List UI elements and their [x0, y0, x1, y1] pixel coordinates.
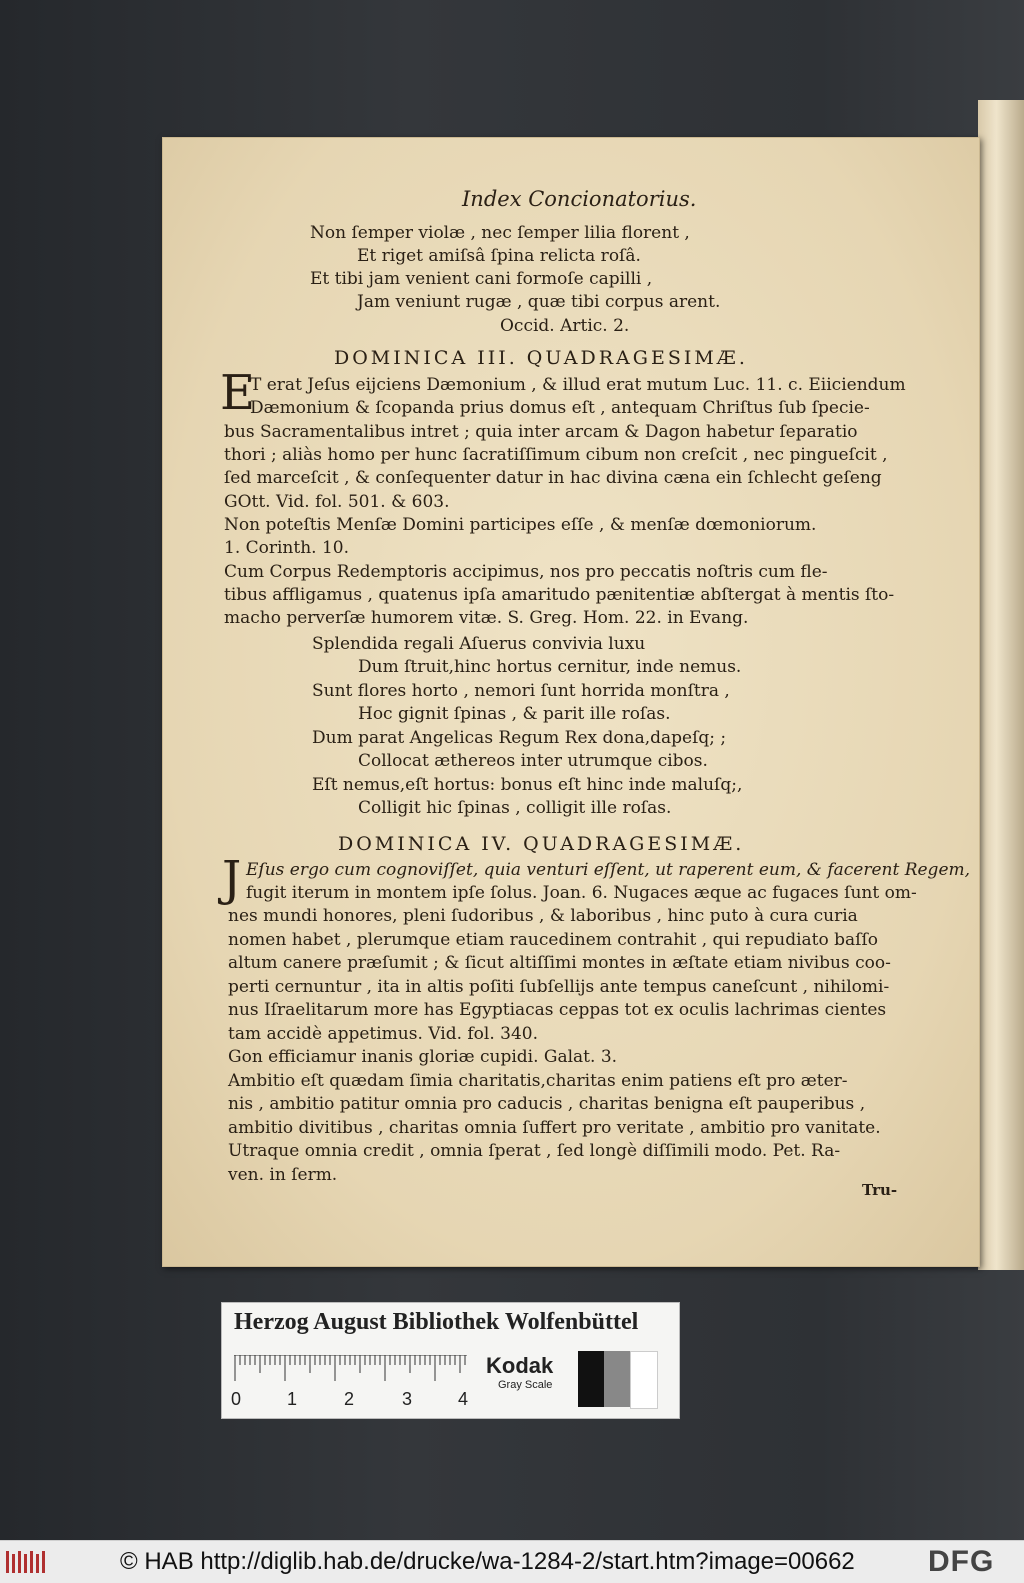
text-line: Ambitio eſt quædam ſimia charitatis,charitas enim patiens eſt pro æter-	[228, 1071, 848, 1091]
text-line: Gon efficiamur inanis gloriæ cupidi. Galat. 3.	[228, 1047, 618, 1067]
poem-line: Jam veniunt rugæ , quæ tibi corpus arent.	[357, 292, 721, 312]
poem-line: Eſt nemus,eſt hortus: bonus eſt hinc inde maluſq;,	[312, 775, 743, 795]
poem-line: Colligit hic ſpinas , colligit ille roſas.	[358, 798, 672, 818]
text-line: nus Iſraelitarum more has Egyptiacas ceppas tot ex oculis lachrimas cientes	[228, 1000, 887, 1020]
poem-line: Hoc gignit ſpinas , & parit ille roſas.	[358, 704, 671, 724]
ruler-number: 3	[402, 1389, 413, 1409]
text-line: nis , ambitio patitur omnia pro caducis , charitas benigna eſt pauperibus ,	[228, 1094, 866, 1114]
gray-scale-label: Gray Scale	[498, 1379, 553, 1391]
ruler-number: 4	[458, 1389, 469, 1409]
adjacent-page-edge	[978, 100, 1024, 1270]
poem-line: Splendida regali Aſuerus convivia luxu	[312, 634, 646, 654]
text-line: bus Sacramentalibus intret ; quia inter arcam & Dagon habetur ſeparatio	[224, 422, 858, 442]
color-calibration-card	[221, 1302, 680, 1419]
text-line: Eſus ergo cum cognoviſſet, quia venturi eſſent, ut raperent eum, & facerent Regem,	[246, 860, 971, 880]
poem-line: Et riget amiſsâ ſpina relicta roſâ.	[357, 246, 641, 266]
hab-logo-icon	[6, 1549, 46, 1575]
gray-swatch-mid	[604, 1351, 630, 1407]
dfg-logo: DFG	[928, 1545, 995, 1578]
text-line: macho perverſæ humorem vitæ. S. Greg. Hom. 22. in Evang.	[224, 608, 749, 628]
drop-cap: E	[220, 365, 256, 421]
kodak-logo: Kodak	[486, 1353, 554, 1378]
ruler-number: 0	[231, 1389, 242, 1409]
text-line: fugit iterum in montem ipſe ſolus. Joan. 6. Nugaces æque ac fugaces ſunt om-	[246, 883, 917, 903]
poem-line: Collocat æthereos inter utrumque cibos.	[358, 751, 708, 771]
card-title: Herzog August Bibliothek Wolfenbüttel	[234, 1309, 639, 1335]
poem-source: Occid. Artic. 2.	[500, 316, 630, 336]
gray-swatch-white	[630, 1351, 658, 1409]
text-line: tibus affligamus , quatenus ipſa amaritudo pænitentiæ abſtergat à mentis ſto-	[224, 585, 895, 605]
text-line: ambitio divitibus , charitas omnia ſuffert pro veritate , ambitio pro vanitate.	[228, 1118, 881, 1138]
poem-line: Dum ſtruit,hinc hortus cernitur, inde nemus.	[358, 657, 742, 677]
text-line: T erat Jeſus eijciens Dæmonium , & illud erat mutum Luc. 11. c. Eiiciendum	[250, 375, 906, 395]
text-line: nomen habet , plerumque etiam raucedinem contrahit , qui repudiato baſſo	[228, 930, 878, 950]
text-line: Dæmonium & ſcopanda prius domus eſt , antequam Chriſtus ſub ſpecie-	[250, 398, 870, 418]
poem-line: Sunt flores horto , nemori ſunt horrida monſtra ,	[312, 681, 730, 701]
catchword: Tru-	[862, 1181, 898, 1199]
text-line: altum canere præſumit ; & ſicut altiſſimi montes in æſtate etiam nivibus coo-	[228, 953, 891, 973]
text-line: ſed marceſcit , & conſequenter datur in hac divina cæna ein ſchlecht geſeng	[224, 468, 882, 488]
drop-cap: J	[222, 851, 242, 907]
book-page	[162, 137, 980, 1267]
text-line: Non poteſtis Menſæ Domini participes eſſe , & menſæ dœmoniorum.	[224, 515, 817, 535]
running-head: Index Concionatorius.	[462, 187, 697, 211]
text-line: perti cernuntur , ita in altis poſiti ſubſellijs ante tempus caneſcunt , nihilomi-	[228, 977, 890, 997]
text-line: tam accidè appetimus. Vid. fol. 340.	[228, 1024, 539, 1044]
text-line: ven. in ſerm.	[228, 1165, 338, 1185]
section-heading: DOMINICA IV. QUADRAGESIMÆ.	[338, 833, 745, 855]
text-line: 1. Corinth. 10.	[224, 538, 350, 558]
footer-bar	[0, 1540, 1024, 1583]
poem-line: Dum parat Angelicas Regum Rex dona,dapeſq; ;	[312, 728, 727, 748]
footer-url: © HAB http://diglib.hab.de/drucke/wa-1284-2/start.htm?image=00662	[120, 1548, 855, 1575]
ruler-number: 2	[344, 1389, 355, 1409]
ruler-scale	[234, 1355, 467, 1383]
ruler-number: 1	[287, 1389, 298, 1409]
poem-line: Et tibi jam venient cani formoſe capilli ,	[310, 269, 653, 289]
text-line: GOtt. Vid. fol. 501. & 603.	[224, 492, 450, 512]
gray-swatch-black	[578, 1351, 604, 1407]
text-line: Cum Corpus Redemptoris accipimus, nos pro peccatis noſtris cum fle-	[224, 562, 828, 582]
section-heading: DOMINICA III. QUADRAGESIMÆ.	[334, 347, 748, 369]
text-line: thori ; aliàs homo per hunc ſacratiſſimum cibum non creſcit , nec pingueſcit ,	[224, 445, 888, 465]
poem-line: Non ſemper violæ , nec ſemper lilia florent ,	[310, 223, 690, 243]
text-line: nes mundi honores, pleni ſudoribus , & laboribus , hinc puto à cura curia	[228, 906, 858, 926]
text-line: Utraque omnia credit , omnia ſperat , ſed longè diſſimili modo. Pet. Ra-	[228, 1141, 841, 1161]
